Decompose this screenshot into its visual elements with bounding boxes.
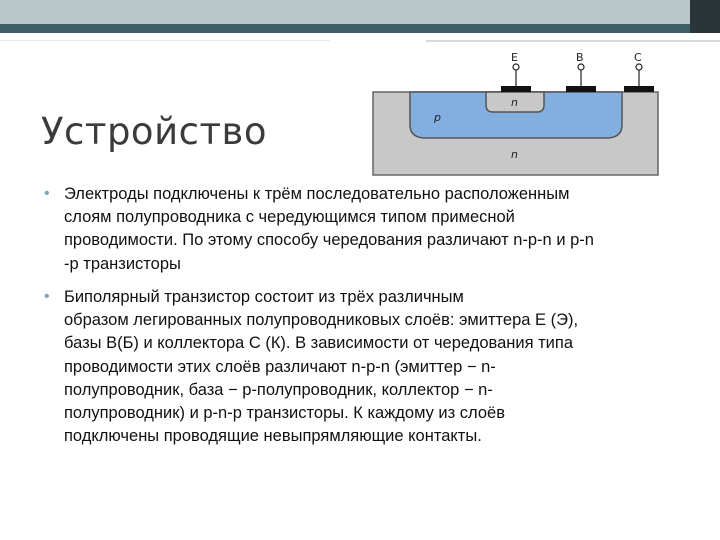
text-line: полупроводник, база − p-полупроводник, коллектор − n-: [64, 380, 493, 399]
bullet-marker: •: [44, 288, 50, 305]
emitter-terminal: [513, 64, 519, 70]
label-b: B: [576, 51, 584, 64]
bullet-paragraph-1: [64, 183, 704, 276]
emitter-contact: [501, 86, 531, 92]
header-divider: [426, 40, 720, 42]
text-line: -p транзисторы: [64, 254, 181, 273]
base-contact: [566, 86, 596, 92]
label-emitter-n: n: [511, 96, 518, 109]
base-terminal: [578, 64, 584, 70]
text-line: подключены проводящие невыпрямляющие контакты.: [64, 427, 482, 446]
header-divider-left: [0, 40, 330, 41]
top-corner-block: [690, 0, 720, 33]
top-accent-bar: [0, 24, 720, 33]
transistor-diagram: [370, 45, 670, 180]
label-collector-n: n: [511, 148, 518, 161]
top-decor-band: [0, 0, 720, 24]
text-line: базы B(Б) и коллектора C (К). В зависимости от чередования типа: [64, 334, 574, 353]
text-line: Электроды подключены к трём последовательно расположенным: [64, 185, 570, 203]
label-base-p: p: [434, 111, 441, 124]
bullet-paragraph-2: [64, 286, 704, 448]
label-c: C: [634, 51, 642, 64]
collector-terminal: [636, 64, 642, 70]
text-line: полупроводник) и p-n-p транзисторы. К каждому из слоёв: [64, 404, 505, 423]
bullet-marker: •: [44, 185, 50, 202]
label-e: E: [511, 51, 518, 64]
collector-contact: [624, 86, 654, 92]
text-line: слоям полупроводника с чередующимся типом примесной: [64, 208, 515, 227]
text-line: проводимости этих слоёв различают n-p-n (эмиттер − n-: [64, 357, 496, 376]
text-line: проводимости. По этому способу чередования различают n-p-n и p-n: [64, 231, 594, 250]
text-line: образом легированных полупроводниковых слоёв: эмиттера E (Э),: [64, 311, 579, 330]
text-line: Биполярный транзистор состоит из трёх различным: [64, 288, 464, 306]
slide-title: Устройство: [41, 110, 267, 153]
